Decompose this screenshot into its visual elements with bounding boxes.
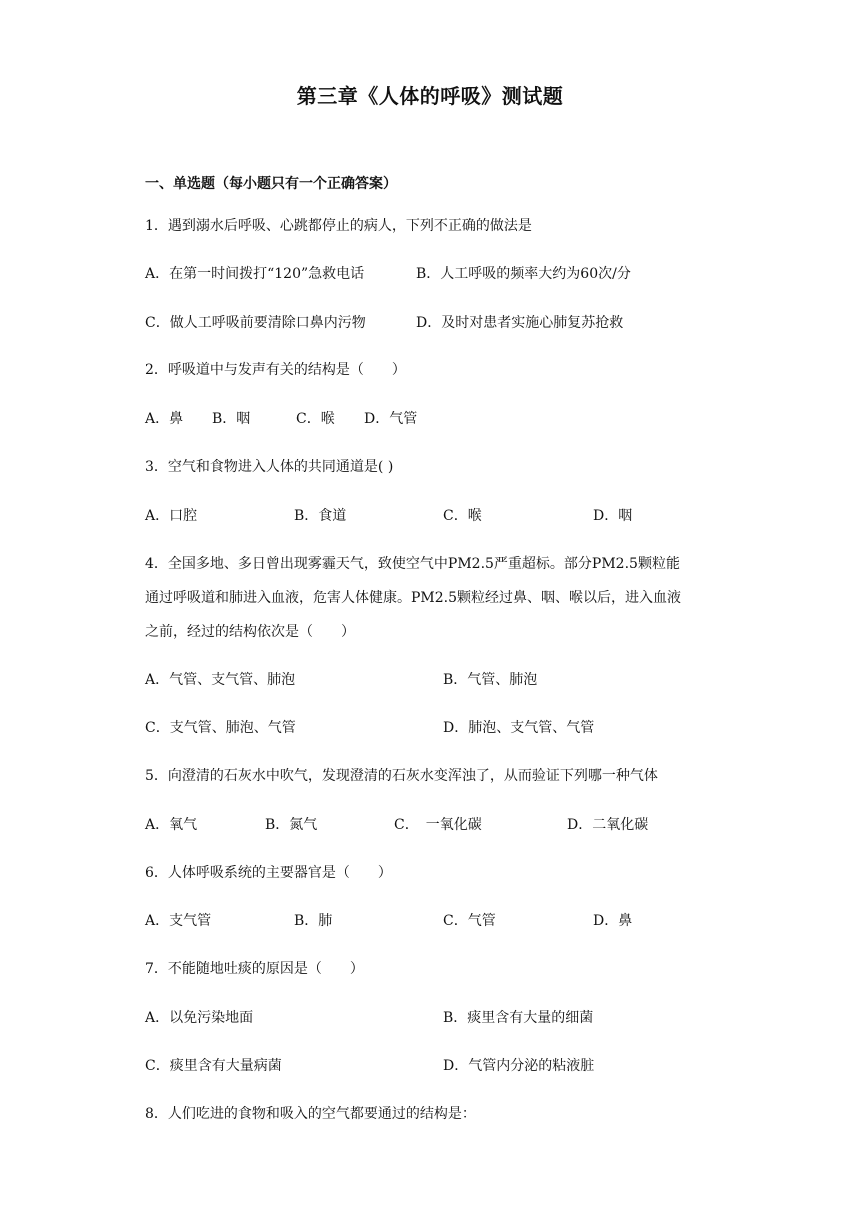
question-2-option-a: A．鼻 [145, 411, 184, 427]
question-2-option-c: C．喉 [296, 411, 335, 427]
question-5-stem: 5．向澄清的石灰水中吹气，发现澄清的石灰水变浑浊了，从而验证下列哪一种气体 [145, 768, 658, 784]
question-2-option-b: B．咽 [212, 411, 251, 427]
question-4-option-a: A．气管、支气管、肺泡 [145, 672, 296, 688]
question-7-option-a: A．以免污染地面 [145, 1010, 254, 1026]
question-5-option-a: A．氧气 [145, 817, 198, 833]
question-2-option-d: D．气管 [364, 411, 418, 427]
question-3-option-b: B．食道 [294, 508, 347, 524]
question-3-stem: 3．空气和食物进入人体的共同通道是( ) [145, 459, 394, 475]
question-7-stem: 7．不能随地吐痰的原因是（ ） [145, 961, 364, 977]
question-3-option-c: C．喉 [443, 508, 482, 524]
question-3-option-a: A．口腔 [145, 508, 198, 524]
question-6-stem: 6．人体呼吸系统的主要器官是（ ） [145, 865, 392, 881]
question-6-option-d: D．鼻 [593, 913, 633, 929]
question-4-option-b: B．气管、肺泡 [443, 672, 538, 688]
question-4-stem-line-3: 之前，经过的结构依次是（ ） [145, 624, 355, 640]
question-1-option-b: B．人工呼吸的频率大约为60次/分 [416, 266, 631, 282]
question-1-option-c: C．做人工呼吸前要清除口鼻内污物 [145, 315, 366, 331]
page-title: 第三章《人体的呼吸》测试题 [296, 84, 564, 108]
question-7-option-b: B．痰里含有大量的细菌 [443, 1010, 594, 1026]
question-7-option-d: D．气管内分泌的粘液脏 [443, 1058, 595, 1074]
question-4-option-d: D．肺泡、支气管、气管 [443, 720, 595, 736]
question-6-option-b: B．肺 [294, 913, 333, 929]
question-5-option-b: B．氮气 [265, 817, 318, 833]
question-3-option-d: D．咽 [593, 508, 633, 524]
question-4-stem-line-1: 4．全国多地、多日曾出现雾霾天气，致使空气中PM2.5严重超标。部分PM2.5颗粒能 [145, 556, 680, 572]
question-1-stem: 1．遇到溺水后呼吸、心跳都停止的病人，下列不正确的做法是 [145, 218, 532, 234]
section-heading: 一、单选题（每小题只有一个正确答案） [145, 176, 397, 192]
question-7-option-c: C．痰里含有大量病菌 [145, 1058, 282, 1074]
question-2-stem: 2．呼吸道中与发声有关的结构是（ ） [145, 362, 406, 378]
question-1-option-d: D．及时对患者实施心肺复苏抢救 [416, 315, 624, 331]
question-6-option-a: A．支气管 [145, 913, 212, 929]
question-8-stem: 8．人们吃进的食物和吸入的空气都要通过的结构是： [145, 1106, 476, 1122]
question-4-stem-line-2: 通过呼吸道和肺进入血液，危害人体健康。PM2.5颗粒经过鼻、咽、喉以后，进入血液 [145, 590, 682, 606]
question-4-option-c: C．支气管、肺泡、气管 [145, 720, 296, 736]
question-5-option-c: C． 一氧化碳 [394, 817, 482, 833]
question-6-option-c: C．气管 [443, 913, 496, 929]
question-1-option-a: A．在第一时间拨打“120”急救电话 [145, 266, 365, 282]
question-5-option-d: D．二氧化碳 [567, 817, 649, 833]
